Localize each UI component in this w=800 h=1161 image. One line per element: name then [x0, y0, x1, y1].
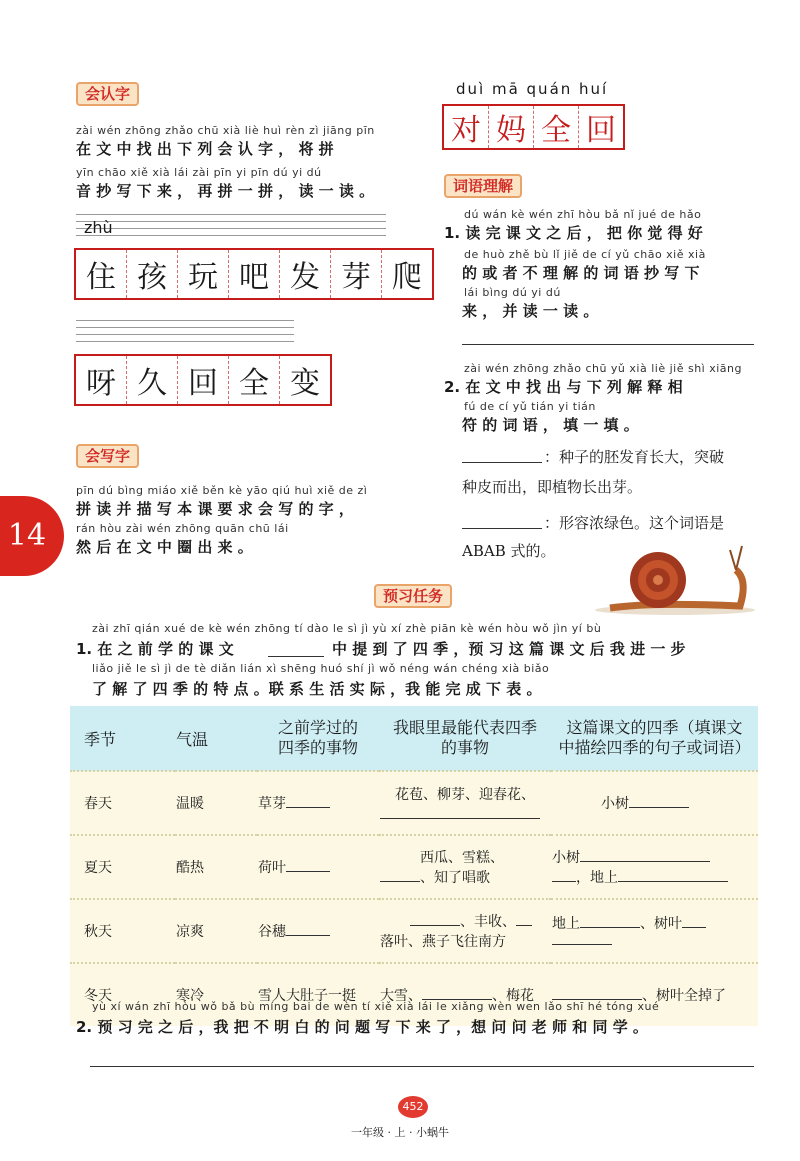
- blank[interactable]: [552, 944, 612, 945]
- preview-tag: 预习任务: [374, 584, 452, 608]
- learned-text: 谷穗: [258, 924, 286, 940]
- blank[interactable]: [410, 925, 460, 926]
- header-temp: 气温: [175, 706, 257, 771]
- learned-cell[interactable]: [257, 899, 379, 963]
- write-pinyin-2: rán hòu zài wén zhōng quān chū lái: [76, 522, 289, 535]
- text-value: 、树叶全掉了: [642, 988, 726, 1004]
- mine-top: 、丰收、: [460, 914, 516, 930]
- temp-cell: 温暖: [175, 771, 257, 835]
- definition-2a: ：形容浓绿色。这个词语是: [544, 514, 725, 532]
- vocab-q1-pinyin-3: lái bìng dú yi dú: [464, 286, 561, 299]
- vocab-q2-pinyin-2: fú de cí yǔ tián yi tián: [464, 400, 596, 413]
- preview-q1-text-2: 了 解 了 四 季 的 特 点 。联 系 生 活 实 际 ，我 能 完 成 下 表 。: [92, 680, 542, 698]
- vocab-q1-text-2: 的 或 者 不 理 解 的 词 语 抄 写 下: [462, 264, 700, 282]
- blank[interactable]: [380, 881, 420, 882]
- char-cell: 全: [229, 356, 280, 404]
- season-cell: 冬天: [70, 963, 175, 1026]
- vocab-q1-text-3: 来 ， 并 读 一 读 。: [462, 302, 599, 320]
- temp-cell: 酷热: [175, 835, 257, 899]
- recognize-pinyin-2: yīn chāo xiě xià lái zài pīn yi pīn dú yi dú: [76, 166, 322, 179]
- table-row: [70, 771, 758, 835]
- text-mid: 、树叶: [640, 916, 682, 932]
- recognize-chars-row-2: [74, 354, 332, 406]
- definition-1a: ：种子的胚发育长大，突破: [544, 448, 725, 466]
- title-pinyin: duì mā quán huí: [456, 80, 609, 98]
- lesson-title: [442, 104, 625, 150]
- temp-cell: 凉爽: [175, 899, 257, 963]
- lesson-number-tab: [0, 496, 64, 576]
- char-cell: 玩: [178, 250, 229, 298]
- vocab-q1-pinyin-2: de huò zhě bù lǐ jiě de cí yǔ chāo xiě xià: [464, 248, 706, 261]
- preview-q1-pinyin-2: liǎo jiě le sì jì de tè diǎn lián xì shēng huó shí jì wǒ néng wán chéng xià biǎo: [92, 662, 550, 675]
- char-cell: 爬: [392, 260, 422, 295]
- text-value: 地上: [552, 916, 580, 932]
- write-tag: 会写字: [76, 444, 139, 468]
- snail-illustration: [590, 540, 760, 615]
- vocab-q2-text-2: 符 的 词 语 ， 填 一 填 。: [462, 416, 639, 434]
- learned-cell: 雪人大肚子一挺: [257, 963, 379, 1026]
- blank[interactable]: [286, 807, 330, 808]
- title-char: 对: [444, 106, 489, 148]
- blank[interactable]: [286, 871, 330, 872]
- recognize-text-1: 在 文 中 找 出 下 列 会 认 字 ， 将 拼: [76, 140, 334, 158]
- book-footer: 一年级 · 上 · 小蜗牛: [351, 1126, 449, 1139]
- char-cell: 住: [76, 250, 127, 298]
- mine-cell[interactable]: [379, 899, 551, 963]
- char-cell: 回: [178, 356, 229, 404]
- write-pinyin-1: pīn dú bìng miáo xiě běn kè yāo qiú huì xiě de zì: [76, 484, 368, 497]
- blank[interactable]: [580, 861, 710, 862]
- char-cell: 发: [280, 250, 331, 298]
- definition-1b: 种皮而出，即植物长出芽。: [462, 478, 643, 496]
- preview-q1-pinyin-1: zài zhī qián xué de kè wén zhōng tí dào le sì jì yù xí zhè piān kè wén hòu wǒ jìn yí bù: [92, 622, 602, 635]
- preview-q1-text-1b: 中 提 到 了 四 季 ，预 习 这 篇 课 文 后 我 进 一 步: [332, 640, 686, 658]
- blank[interactable]: [286, 935, 330, 936]
- blank[interactable]: [629, 807, 689, 808]
- recognize-text-2: 音 抄 写 下 来 ， 再 拼 一 拼 ， 读 一 读 。: [76, 182, 375, 200]
- pinyin-writing-lines-2[interactable]: [76, 320, 294, 348]
- char-cell: 吧: [229, 250, 280, 298]
- table-header-row: [70, 706, 758, 771]
- season-cell: 春天: [70, 771, 175, 835]
- char-cell: 芽: [331, 250, 382, 298]
- header-text: 这篇课文的四季（填课文 中描绘四季的句子或词语）: [551, 706, 758, 771]
- title-char: 妈: [489, 106, 534, 148]
- text-tail: ，地上: [576, 870, 618, 886]
- learned-cell[interactable]: [257, 771, 379, 835]
- zhu-pinyin: zhù: [84, 218, 113, 237]
- mine-bottom: 、知了唱歌: [420, 870, 490, 886]
- mine-top: 西瓜、雪糕、: [420, 850, 504, 866]
- blank[interactable]: [380, 804, 540, 819]
- vocab-q2-pinyin-1: zài wén zhōng zhǎo chū yǔ xià liè jiě shì xiāng: [464, 362, 742, 375]
- mine-cell[interactable]: [379, 771, 551, 835]
- mine-top: 大雪、: [380, 988, 422, 1004]
- char-cell: 呀: [76, 356, 127, 404]
- title-char: 回: [586, 113, 616, 148]
- blank-fill-2[interactable]: [462, 528, 542, 529]
- text-value: 小树: [552, 850, 580, 866]
- vocab-answer-line[interactable]: [462, 344, 754, 345]
- mine-bottom: 、梅花: [492, 988, 534, 1004]
- recognize-chars-row-1: [74, 248, 434, 300]
- learned-text: 草芽: [258, 796, 286, 812]
- learned-cell[interactable]: [257, 835, 379, 899]
- blank[interactable]: [618, 881, 728, 882]
- vocab-q2-text-1: 2. 在 文 中 找 出 与 下 列 解 释 相: [444, 378, 683, 396]
- recognize-tag: 会认字: [76, 82, 139, 106]
- season-cell: 秋天: [70, 899, 175, 963]
- write-text-1: 拼 读 并 描 写 本 课 要 求 会 写 的 字 ，: [76, 500, 354, 518]
- text-cell[interactable]: [551, 899, 758, 963]
- preview-q2-pinyin: yù xí wán zhī hòu wǒ bǎ bù míng bai de wèn tí xiě xià lái le xiǎng wèn wen lǎo shī hé tóng xué: [92, 1000, 660, 1013]
- vocab-q1-text-1: 1. 读 完 课 文 之 后 ， 把 你 觉 得 好: [444, 224, 703, 242]
- text-cell[interactable]: [551, 771, 758, 835]
- page-number: 452: [398, 1096, 428, 1118]
- char-cell: 孩: [127, 250, 178, 298]
- vocab-q1-pinyin-1: dú wán kè wén zhī hòu bǎ nǐ jué de hǎo: [464, 208, 702, 221]
- recognize-pinyin-1: zài wén zhōng zhǎo chū xià liè huì rèn zì jiāng pīn: [76, 124, 375, 137]
- mine-cell[interactable]: [379, 835, 551, 899]
- text-value: 小树: [601, 796, 629, 812]
- preview-q2-text: 2. 预 习 完 之 后 ，我 把 不 明 白 的 问 题 写 下 来 了 ，想 问 问 老 师 和 同 学 。: [76, 1018, 648, 1036]
- pinyin-writing-lines-1[interactable]: [76, 214, 386, 242]
- blank[interactable]: [580, 927, 640, 928]
- seasons-table: [70, 706, 758, 1026]
- vocab-tag: 词语理解: [444, 174, 522, 198]
- char-cell: 变: [290, 366, 320, 401]
- preview-q1-text-1a: 1. 在 之 前 学 的 课 文: [76, 640, 234, 658]
- question-answer-line[interactable]: [90, 1066, 754, 1067]
- blank[interactable]: [682, 927, 706, 928]
- season-cell: 夏天: [70, 835, 175, 899]
- mine-bottom: 落叶、燕子飞往南方: [380, 934, 506, 950]
- char-cell: 久: [127, 356, 178, 404]
- table-row: [70, 835, 758, 899]
- table-row: [70, 899, 758, 963]
- blank[interactable]: [516, 925, 532, 926]
- mine-top: 花苞、柳芽、迎春花、: [395, 786, 535, 803]
- blank[interactable]: [552, 881, 576, 882]
- lesson-number: 14: [7, 518, 47, 553]
- temp-cell: 寒冷: [175, 963, 257, 1026]
- definition-2b: ABAB 式的。: [462, 542, 556, 560]
- title-char: 全: [534, 106, 579, 148]
- header-mine: 我眼里最能代表四季 的事物: [379, 706, 551, 771]
- lesson-name-blank[interactable]: [268, 656, 324, 657]
- header-season: 季节: [70, 706, 175, 771]
- learned-text: 荷叶: [258, 860, 286, 876]
- text-cell[interactable]: [551, 835, 758, 899]
- blank-fill-1[interactable]: [462, 462, 542, 463]
- write-text-2: 然 后 在 文 中 圈 出 来 。: [76, 538, 253, 556]
- header-learned: 之前学过的 四季的事物: [257, 706, 379, 771]
